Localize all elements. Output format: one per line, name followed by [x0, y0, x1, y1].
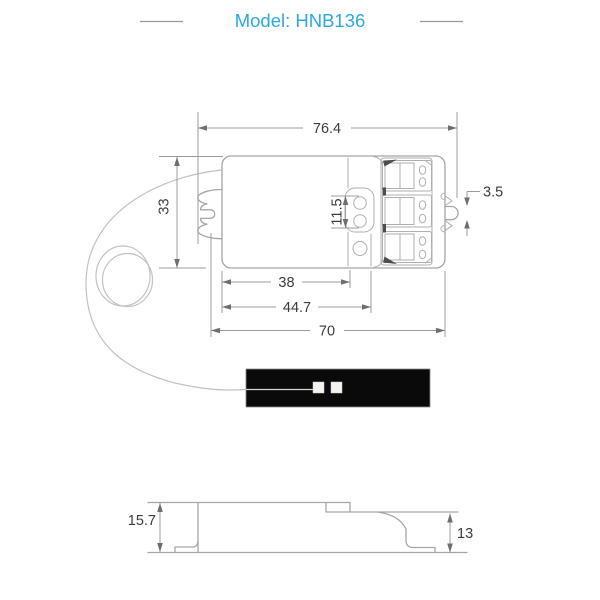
board-pad-1	[313, 382, 324, 393]
wire-hole-2	[354, 215, 367, 228]
arrowhead	[222, 304, 231, 310]
arrowhead	[464, 198, 470, 207]
dim-body-height	[157, 157, 224, 269]
mounting-tab-left	[198, 190, 222, 239]
screw-hole	[419, 237, 425, 246]
side-view	[128, 503, 473, 553]
dim-label-side-left-height: 15.7	[127, 513, 156, 529]
dim-tab-width	[464, 185, 503, 237]
arrowhead	[448, 125, 457, 131]
arrowhead	[157, 543, 163, 552]
arrowhead	[222, 279, 231, 285]
terminal-corner-chamfers	[426, 161, 432, 264]
terminal-cell-3	[383, 232, 432, 263]
screw-hole	[419, 178, 425, 187]
screw-hole	[419, 250, 425, 259]
arrowhead	[174, 259, 180, 268]
wire-coil-outer	[96, 246, 150, 306]
dim-label-overall-width: 76.4	[312, 121, 342, 137]
dim-label-base-width: 70	[318, 323, 336, 340]
dim-side-right-height	[447, 514, 473, 553]
left-tab-outline	[198, 190, 222, 239]
wire-coil-inner	[103, 254, 153, 307]
dim-lines	[211, 233, 445, 337]
dim-overall-width	[198, 112, 457, 244]
dim-label-body-height: 33	[156, 198, 173, 215]
screw-hole	[419, 166, 425, 175]
screw-hole	[419, 214, 425, 223]
board-pad-2	[331, 382, 342, 393]
dim-base-width	[211, 233, 445, 340]
arrowhead	[341, 279, 350, 285]
dim-label-inner-width: 44.7	[282, 300, 312, 316]
header	[140, 10, 463, 31]
dim-side-left-height	[128, 503, 163, 552]
right-tab-outline	[445, 207, 458, 220]
screw-hole	[419, 201, 425, 210]
wire-hole-3	[353, 242, 367, 256]
arrowhead	[447, 544, 453, 553]
wire-hole-recess	[345, 188, 374, 232]
arrowhead	[436, 328, 445, 334]
terminal-cell-1	[383, 161, 432, 192]
arrowhead	[157, 503, 163, 512]
terminal-cell-2	[383, 195, 432, 227]
dim-label-lid-width: 38	[278, 275, 295, 291]
dim-label-tab-width: 3.5	[483, 184, 504, 201]
arrowhead	[464, 220, 470, 229]
mounting-tab-right	[445, 196, 458, 231]
dim-label-hole-span: 11.5	[329, 198, 346, 226]
arrowhead	[362, 304, 371, 310]
arrowhead	[174, 157, 180, 166]
right-tab-barbs	[445, 196, 452, 231]
dim-label-side-right-height: 13	[457, 526, 474, 542]
wire-hole-1	[354, 197, 367, 210]
antenna-board	[246, 369, 430, 407]
arrowhead	[198, 125, 207, 131]
cell-outer	[383, 161, 432, 192]
top-view	[157, 112, 504, 340]
side-profile	[148, 503, 467, 553]
arrowhead	[447, 514, 453, 523]
terminal-block	[381, 158, 432, 265]
arrowhead	[211, 328, 220, 334]
page-title: Model: HNB136	[234, 10, 366, 31]
